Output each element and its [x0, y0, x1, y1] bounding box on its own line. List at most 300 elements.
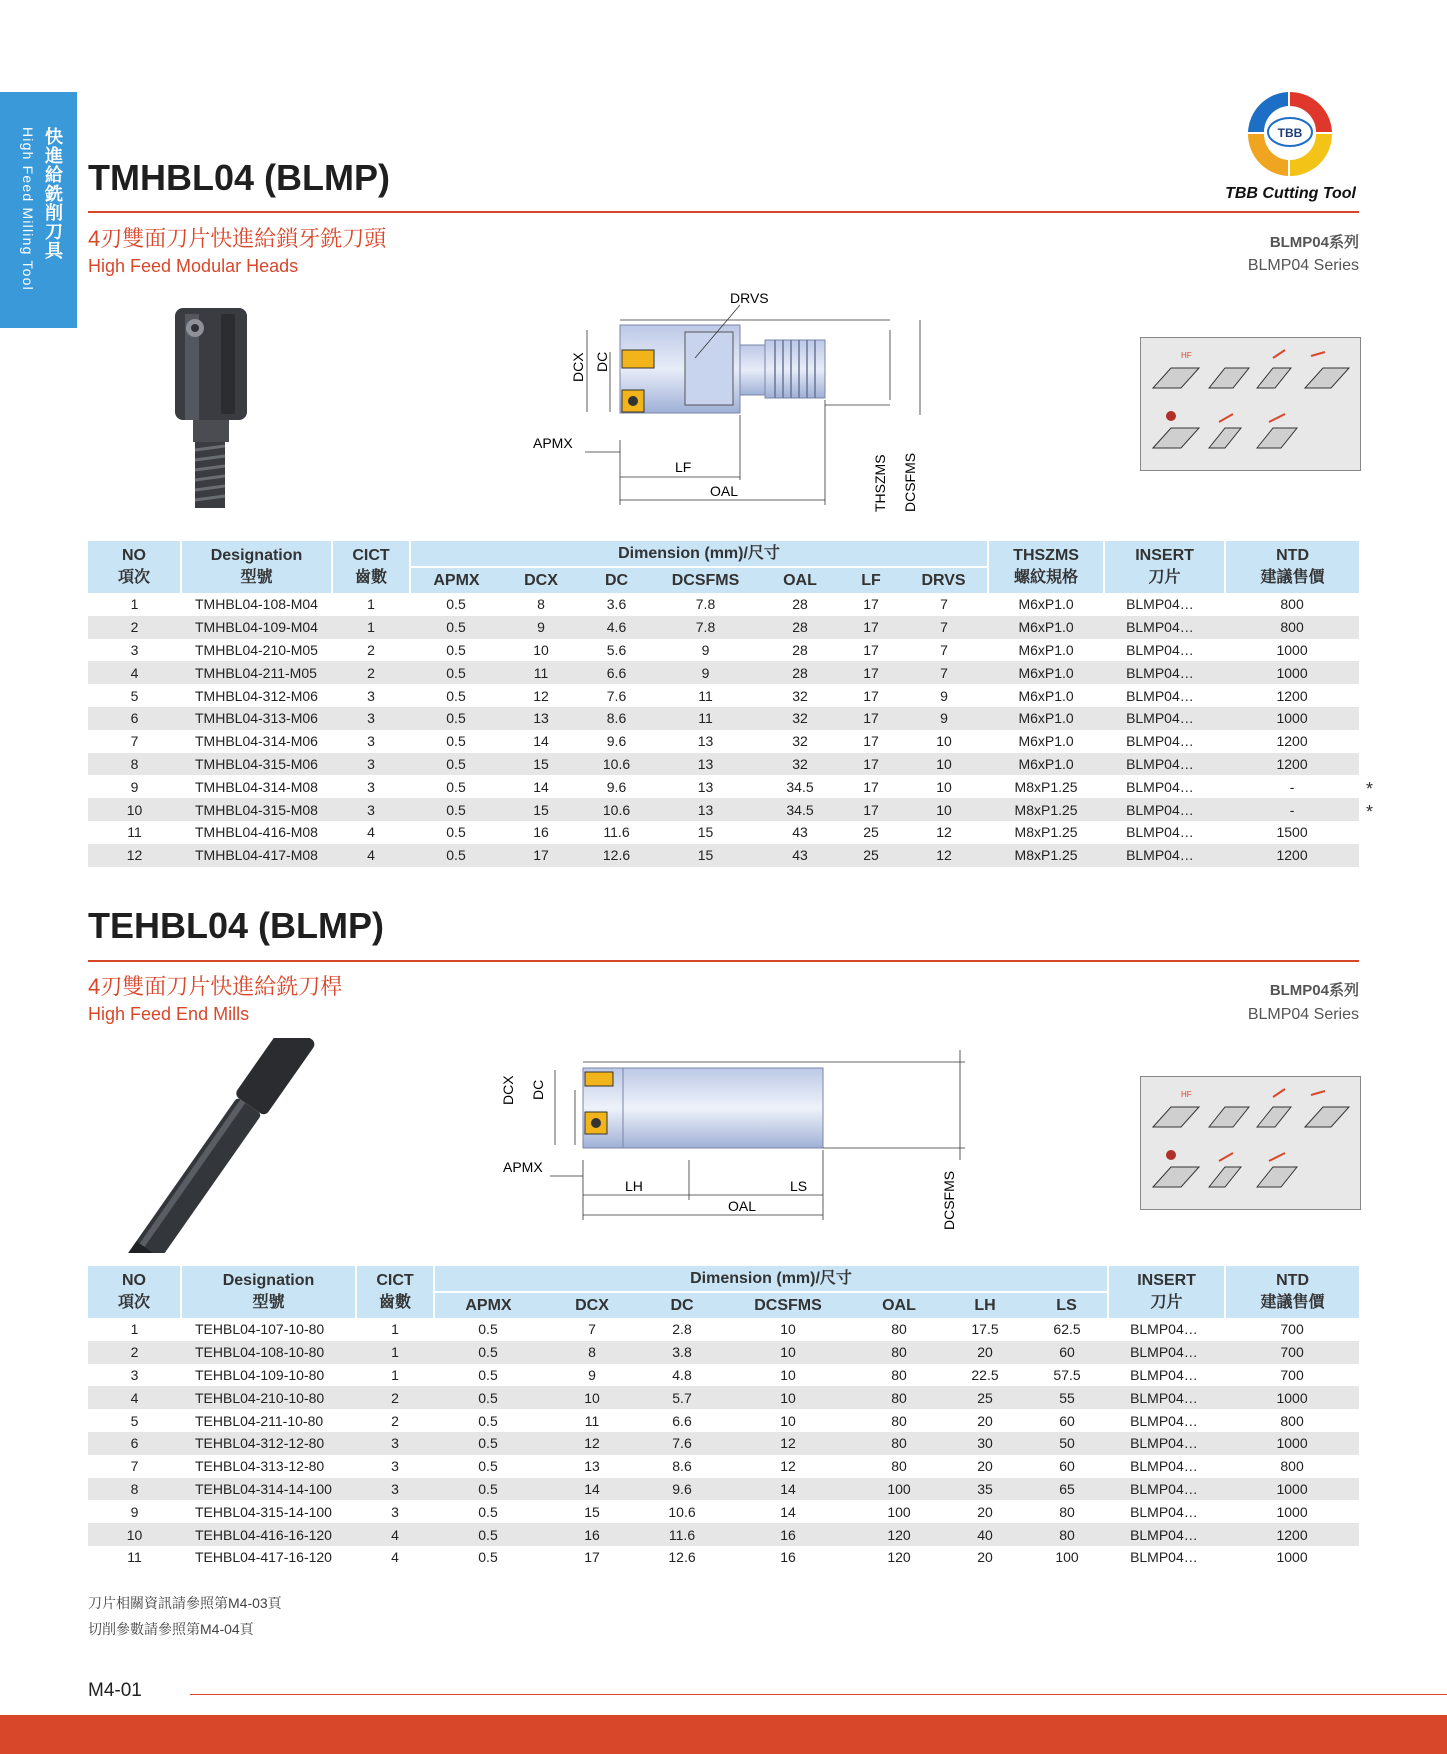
- table-cell: 1000: [1225, 1386, 1359, 1409]
- table-cell: 3: [130, 1366, 139, 1383]
- table-row: [88, 1478, 1359, 1501]
- table-cell: BLMP04…: [1130, 1458, 1198, 1475]
- th-cict: CICT 齒數: [356, 1266, 434, 1318]
- th-dc: DC: [580, 567, 653, 593]
- table-cell: 0.5: [446, 824, 466, 841]
- table-row: [88, 1386, 1359, 1409]
- table-row: [88, 1318, 1359, 1341]
- table-cell: BLMP04…: [1130, 1412, 1198, 1429]
- table-cell: 80: [1059, 1503, 1075, 1520]
- table-cell: 8: [88, 1478, 181, 1501]
- table-cell: 3: [367, 778, 375, 795]
- table-cell: 11.6: [642, 1523, 722, 1546]
- table-cell: 60: [1059, 1458, 1075, 1475]
- table-cell: 15: [697, 824, 714, 841]
- table-cell: 1000: [1276, 1549, 1308, 1566]
- table-cell: BLMP04…: [1126, 596, 1194, 613]
- table-cell: 16: [533, 824, 549, 841]
- table-cell: 1200: [1225, 1523, 1359, 1546]
- table-cell: M6xP1.0: [1018, 596, 1074, 613]
- table-cell: 7: [588, 1321, 596, 1338]
- table-cell: 100: [854, 1478, 944, 1501]
- table-cell: 10: [88, 1523, 181, 1546]
- table-cell: 1000: [1225, 707, 1359, 730]
- table-cell: 25: [842, 844, 900, 867]
- section1-title: TMHBL04 (BLMP): [88, 157, 390, 198]
- table-cell: 3: [356, 1478, 434, 1501]
- end-mill-photo: [100, 1038, 345, 1258]
- section2-title: TEHBL04 (BLMP): [88, 905, 384, 946]
- table-row: [88, 707, 1359, 730]
- side-tab-zh: 快進給銑削刀具: [43, 127, 63, 260]
- table-cell: 12: [900, 844, 988, 867]
- section1-series-zh: BLMP04系列: [1269, 234, 1359, 251]
- table-row: [88, 775, 1359, 798]
- table-cell: 2: [332, 661, 410, 684]
- section1-subtitle-zh: 4刃雙面刀片快進給鎖牙銑刀頭: [88, 226, 387, 251]
- table-cell: 9: [502, 616, 580, 639]
- table-cell: 1000: [1225, 1478, 1359, 1501]
- table-row: [88, 844, 1359, 867]
- table-cell: 8.6: [580, 707, 653, 730]
- table-cell: 17: [863, 778, 879, 795]
- table-cell: 20: [977, 1458, 993, 1475]
- table-cell: 2: [367, 641, 375, 658]
- table-cell: 0.5: [410, 707, 502, 730]
- table-cell: 0.5: [478, 1412, 498, 1429]
- table-cell: 12: [936, 824, 952, 841]
- table-cell: 3: [367, 733, 375, 750]
- th-ntd: NTD 建議售價: [1225, 1266, 1359, 1318]
- table-cell: 10: [780, 1412, 796, 1429]
- table-cell: 28: [792, 596, 808, 613]
- table-cell: 35: [944, 1478, 1026, 1501]
- th-no: NO 項次: [88, 541, 181, 593]
- table-row: [88, 684, 1359, 707]
- table-cell: -: [1289, 778, 1295, 795]
- table-cell: 12: [722, 1432, 854, 1455]
- dim-label-oal: OAL: [728, 1198, 757, 1214]
- table-cell: 1: [332, 616, 410, 639]
- table-cell: 0.5: [446, 687, 466, 704]
- table-cell: 80: [854, 1386, 944, 1409]
- table-cell: 60: [1026, 1341, 1108, 1364]
- table-cell: 0.5: [446, 596, 466, 613]
- table-cell: 7.6: [642, 1432, 722, 1455]
- th-lf: LF: [842, 567, 900, 593]
- table-cell: 3: [130, 641, 139, 658]
- table-cell: 7.8: [653, 616, 758, 639]
- table-cell: 32: [758, 753, 842, 776]
- table-cell: 3: [332, 707, 410, 730]
- table-cell: BLMP04…: [1108, 1386, 1225, 1409]
- modular-head-photo: [165, 300, 260, 517]
- table-cell: 0.5: [434, 1432, 542, 1455]
- table-cell: 32: [792, 733, 808, 750]
- table-cell: 25: [863, 824, 879, 841]
- application-panel-1: [1140, 337, 1361, 471]
- table-cell: M6xP1.0: [1018, 687, 1074, 704]
- th-ntd: NTD 建議售價: [1225, 541, 1359, 593]
- table-cell: 7: [130, 733, 139, 750]
- table-cell: 1500: [1276, 824, 1308, 841]
- table-cell: 1: [130, 1321, 139, 1338]
- table-cell: BLMP04…: [1104, 798, 1225, 821]
- table-cell: 1200: [1225, 844, 1359, 867]
- dim-label-drvs: DRVS: [730, 290, 769, 306]
- table-cell: 30: [944, 1432, 1026, 1455]
- section2-series-en: BLMP04 Series: [1247, 1006, 1359, 1023]
- table-cell: 1000: [1276, 641, 1308, 658]
- table-row: [88, 730, 1359, 753]
- table-cell: TEHBL04-109-10-80: [195, 1366, 325, 1383]
- table-cell: 9.6: [642, 1478, 722, 1501]
- section2-subtitle-zh: 4刃雙面刀片快進給銑刀桿: [88, 974, 343, 999]
- table-cell: 700: [1280, 1321, 1304, 1338]
- table-cell: 120: [854, 1523, 944, 1546]
- table-cell: 800: [1280, 596, 1304, 613]
- table-cell: 800: [1280, 1458, 1304, 1475]
- table-cell: TMHBL04-315-M08: [181, 798, 332, 821]
- table-cell: TMHBL04-109-M04: [181, 616, 332, 639]
- th-insert: INSERT 刀片: [1104, 541, 1225, 593]
- table-cell: TMHBL04-315-M06: [181, 753, 332, 776]
- table-row: [88, 1500, 1359, 1523]
- table-cell: 0.5: [478, 1458, 498, 1475]
- table-cell: TMHBL04-210-M05: [195, 641, 318, 658]
- table-cell: 17: [842, 661, 900, 684]
- section2-series-zh: BLMP04系列: [1269, 982, 1359, 999]
- table-cell: 4: [332, 844, 410, 867]
- table-cell: 25: [944, 1386, 1026, 1409]
- th-dcx: DCX: [502, 567, 580, 593]
- table-cell: M6xP1.0: [988, 707, 1104, 730]
- dim-label-apmx: APMX: [503, 1159, 543, 1175]
- table-cell: 0.5: [410, 661, 502, 684]
- end-mill-diagram: [495, 1050, 975, 1240]
- table-cell: M6xP1.0: [1018, 641, 1074, 658]
- table-cell: 7.6: [606, 687, 627, 704]
- table-cell: 80: [891, 1458, 907, 1475]
- table-row: [88, 1523, 1359, 1546]
- th-oal: OAL: [758, 567, 842, 593]
- dim-label-apmx: APMX: [533, 435, 573, 451]
- table-row: [88, 639, 1359, 662]
- table-cell: 13: [697, 733, 714, 750]
- th-dimension: Dimension (mm)/尺寸: [434, 1266, 1108, 1292]
- page-number: M4-01: [88, 1680, 142, 1701]
- note-line: 刀片相關資訊請參照第M4-03頁: [88, 1595, 282, 1611]
- table-cell: BLMP04…: [1130, 1321, 1198, 1338]
- table-cell: TMHBL04-312-M06: [195, 687, 318, 704]
- table-cell: BLMP04…: [1126, 824, 1194, 841]
- table-cell: 17: [584, 1549, 600, 1566]
- brand-name: TBB Cutting Tool: [1225, 185, 1356, 202]
- table-cell: BLMP04…: [1126, 641, 1194, 658]
- table-cell: 80: [854, 1341, 944, 1364]
- table-cell: 7: [900, 616, 988, 639]
- dim-label-lf: LF: [675, 459, 692, 475]
- table-cell: 10: [722, 1341, 854, 1364]
- table-cell: 10: [900, 753, 988, 776]
- table-cell: 6: [88, 1432, 181, 1455]
- table-cell: 10: [936, 778, 952, 795]
- table-cell: 1: [130, 596, 139, 613]
- table-cell: -: [1225, 798, 1359, 821]
- table-cell: 50: [1026, 1432, 1108, 1455]
- table-cell: 12: [780, 1458, 796, 1475]
- table-cell: 4: [367, 824, 375, 841]
- table-cell: 12.6: [580, 844, 653, 867]
- table-cell: 17: [863, 687, 879, 704]
- table-cell: 1000: [1225, 661, 1359, 684]
- table-cell: 0.5: [434, 1478, 542, 1501]
- table-cell: TEHBL04-211-10-80: [195, 1412, 324, 1429]
- table-cell: BLMP04…: [1104, 844, 1225, 867]
- spec-table-2: [88, 1266, 1359, 1569]
- table-cell: 2: [88, 616, 181, 639]
- table-row: [88, 1432, 1359, 1455]
- table-cell: BLMP04…: [1104, 661, 1225, 684]
- table-cell: 11: [584, 1412, 600, 1429]
- table-cell: 11.6: [603, 824, 630, 841]
- section1-subtitle-en: High Feed Modular Heads: [88, 256, 299, 276]
- table-cell: 17: [863, 596, 879, 613]
- th-dcsfms: DCSFMS: [722, 1292, 854, 1318]
- table-cell: BLMP04…: [1130, 1549, 1198, 1566]
- table-cell: 10.6: [580, 753, 653, 776]
- table-cell: 40: [944, 1523, 1026, 1546]
- table-cell: 14: [780, 1503, 796, 1520]
- table-cell: 20: [977, 1412, 993, 1429]
- table-cell: 20: [944, 1341, 1026, 1364]
- table-cell: 15: [502, 798, 580, 821]
- table-cell: BLMP04…: [1130, 1503, 1198, 1520]
- table-cell: 1200: [1276, 687, 1308, 704]
- table-cell: M8xP1.25: [988, 844, 1104, 867]
- table-cell: 10: [780, 1321, 796, 1338]
- table-cell: 9: [130, 778, 139, 795]
- side-tab-en: High Feed Milling Tool: [20, 127, 36, 291]
- table-cell: 80: [891, 1412, 907, 1429]
- table-cell: TEHBL04-417-16-120: [195, 1549, 332, 1566]
- table-cell: 4: [88, 661, 181, 684]
- dim-label-ls: LS: [790, 1178, 808, 1194]
- table-cell: 11: [698, 687, 713, 704]
- table-cell: 0.5: [410, 844, 502, 867]
- table-cell: TEHBL04-107-10-80: [195, 1321, 325, 1338]
- table-cell: 80: [891, 1366, 907, 1383]
- table-cell: 9: [701, 641, 710, 658]
- table-cell: TMHBL04-416-M08: [195, 824, 318, 841]
- table-cell: 4.8: [672, 1366, 692, 1383]
- table-cell: 5.7: [642, 1386, 722, 1409]
- table-cell: 11: [127, 824, 142, 841]
- table-cell: 0.5: [478, 1503, 498, 1520]
- table-cell: 10: [88, 798, 181, 821]
- dim-label-dcx: DCX: [570, 352, 586, 382]
- section2-subtitle-en: High Feed End Mills: [88, 1004, 250, 1024]
- th-thszms: THSZMS 螺紋規格: [988, 541, 1104, 593]
- table-cell: 13: [697, 778, 714, 795]
- table-cell: M8xP1.25: [1014, 778, 1078, 795]
- table-cell: 8: [542, 1341, 642, 1364]
- section1-series-en: BLMP04 Series: [1247, 257, 1359, 274]
- table-cell: 0.5: [478, 1549, 498, 1566]
- table-cell: BLMP04…: [1104, 707, 1225, 730]
- table-cell: BLMP04…: [1108, 1341, 1225, 1364]
- table-cell: M8xP1.25: [988, 798, 1104, 821]
- table-cell: 0.5: [434, 1386, 542, 1409]
- table-row: [88, 1409, 1359, 1432]
- table-cell: 9.6: [606, 778, 627, 795]
- table-cell: 7: [900, 661, 988, 684]
- table-row: [88, 661, 1359, 684]
- table-cell: 9: [130, 1503, 139, 1520]
- table-cell: 17.5: [971, 1321, 999, 1338]
- table-cell: 16: [722, 1523, 854, 1546]
- table-cell: 700: [1225, 1341, 1359, 1364]
- table-cell: TMHBL04-417-M08: [181, 844, 332, 867]
- side-tab: [0, 92, 77, 328]
- table-cell: 3.8: [642, 1341, 722, 1364]
- th-lh: LH: [944, 1292, 1026, 1318]
- table-row: [88, 821, 1359, 844]
- table-cell: TEHBL04-416-16-120: [181, 1523, 356, 1546]
- table-cell: M6xP1.0: [988, 661, 1104, 684]
- table-cell: 10.6: [668, 1503, 696, 1520]
- footer-rule: [190, 1694, 1447, 1695]
- table-cell: 4.6: [580, 616, 653, 639]
- table-row: [88, 593, 1359, 616]
- table-cell: 57.5: [1053, 1366, 1081, 1383]
- table-cell: 0.5: [478, 1321, 498, 1338]
- table-cell: 28: [758, 661, 842, 684]
- table-cell: 12.6: [668, 1549, 696, 1566]
- table-cell: 12: [533, 687, 549, 704]
- table-cell: 14: [533, 778, 549, 795]
- th-no: NO 項次: [88, 1266, 181, 1318]
- table-cell: 0.5: [446, 733, 466, 750]
- th-designation: Designation 型號: [181, 541, 332, 593]
- table-cell: 15: [584, 1503, 600, 1520]
- table-cell: 22.5: [971, 1366, 999, 1383]
- table-cell: TMHBL04-314-M06: [195, 733, 318, 750]
- table-cell: 16: [542, 1523, 642, 1546]
- table-cell: BLMP04…: [1126, 687, 1194, 704]
- table-cell: M6xP1.0: [1018, 733, 1074, 750]
- table-cell: 7.8: [695, 596, 716, 613]
- table-cell: TEHBL04-313-12-80: [195, 1458, 325, 1475]
- dim-label-dcsfms: DCSFMS: [941, 1170, 957, 1230]
- table-cell: 3.6: [606, 596, 627, 613]
- table-cell: 5: [130, 687, 139, 704]
- table-cell: 2: [88, 1341, 181, 1364]
- table-cell: 3: [356, 1432, 434, 1455]
- table-cell: 55: [1026, 1386, 1108, 1409]
- table-cell: BLMP04…: [1108, 1432, 1225, 1455]
- table-cell: 10: [533, 641, 549, 658]
- modular-head-diagram: [525, 290, 965, 520]
- th-drvs: DRVS: [900, 567, 988, 593]
- th-dcx: DCX: [542, 1292, 642, 1318]
- table-cell: 14: [722, 1478, 854, 1501]
- table-cell: 3: [391, 1503, 399, 1520]
- table-cell: 12: [542, 1432, 642, 1455]
- table-cell: 4: [88, 1386, 181, 1409]
- table-cell: 62.5: [1053, 1321, 1081, 1338]
- table-cell: 0.5: [478, 1366, 498, 1383]
- notes: [88, 1590, 282, 1642]
- table-cell: 6.6: [672, 1412, 692, 1429]
- table-cell: 4: [356, 1523, 434, 1546]
- table-cell: 11: [653, 707, 758, 730]
- table-cell: 0.5: [410, 616, 502, 639]
- table-cell: 3: [367, 687, 375, 704]
- table-cell: 65: [1026, 1478, 1108, 1501]
- table-cell: 14: [542, 1478, 642, 1501]
- table-cell: 120: [887, 1549, 911, 1566]
- table-cell: 4: [391, 1549, 399, 1566]
- table-cell: 43: [758, 844, 842, 867]
- table-cell: 1: [391, 1321, 399, 1338]
- table-cell: BLMP04…: [1104, 616, 1225, 639]
- table-cell: 28: [758, 616, 842, 639]
- table-cell: 8.6: [672, 1458, 692, 1475]
- dim-label-lh: LH: [625, 1178, 643, 1194]
- table-cell: 0.5: [434, 1341, 542, 1364]
- table-cell: 1200: [1225, 753, 1359, 776]
- table-cell: 80: [891, 1321, 907, 1338]
- table-cell: 5: [130, 1412, 139, 1429]
- th-apmx: APMX: [434, 1292, 542, 1318]
- th-dimension: Dimension (mm)/尺寸: [410, 541, 988, 567]
- star-mark: *: [1366, 802, 1374, 822]
- table-cell: BLMP04…: [1126, 733, 1194, 750]
- table-cell: TEHBL04-210-10-80: [181, 1386, 356, 1409]
- table-cell: 13: [584, 1458, 600, 1475]
- table-cell: 7: [130, 1458, 139, 1475]
- dim-label-dcsfms: DCSFMS: [902, 452, 918, 512]
- table-cell: 15: [653, 844, 758, 867]
- table-cell: TMHBL04-108-M04: [195, 596, 318, 613]
- table-cell: 0.5: [434, 1523, 542, 1546]
- table-cell: 5.6: [606, 641, 627, 658]
- table-row: [88, 1546, 1359, 1569]
- table-cell: 12: [88, 844, 181, 867]
- star-mark: *: [1366, 779, 1374, 799]
- table-cell: 9: [940, 687, 948, 704]
- table-cell: 1000: [1276, 1503, 1308, 1520]
- table-cell: 17: [842, 798, 900, 821]
- table-cell: 2: [391, 1412, 399, 1429]
- table-cell: 28: [792, 641, 808, 658]
- table-cell: 60: [1059, 1412, 1075, 1429]
- table-cell: 17: [842, 616, 900, 639]
- table-cell: 80: [1026, 1523, 1108, 1546]
- table-row: [88, 1455, 1359, 1478]
- th-cict: CICT 齒數: [332, 541, 410, 593]
- application-panel-2: [1140, 1076, 1361, 1210]
- table-cell: 10: [542, 1386, 642, 1409]
- footer-bar: [0, 1715, 1447, 1754]
- table-cell: 0.5: [410, 798, 502, 821]
- table-cell: 8: [88, 753, 181, 776]
- table-cell: 43: [792, 824, 808, 841]
- table-cell: 1: [391, 1366, 399, 1383]
- table-row: [88, 798, 1359, 821]
- table-cell: M6xP1.0: [988, 753, 1104, 776]
